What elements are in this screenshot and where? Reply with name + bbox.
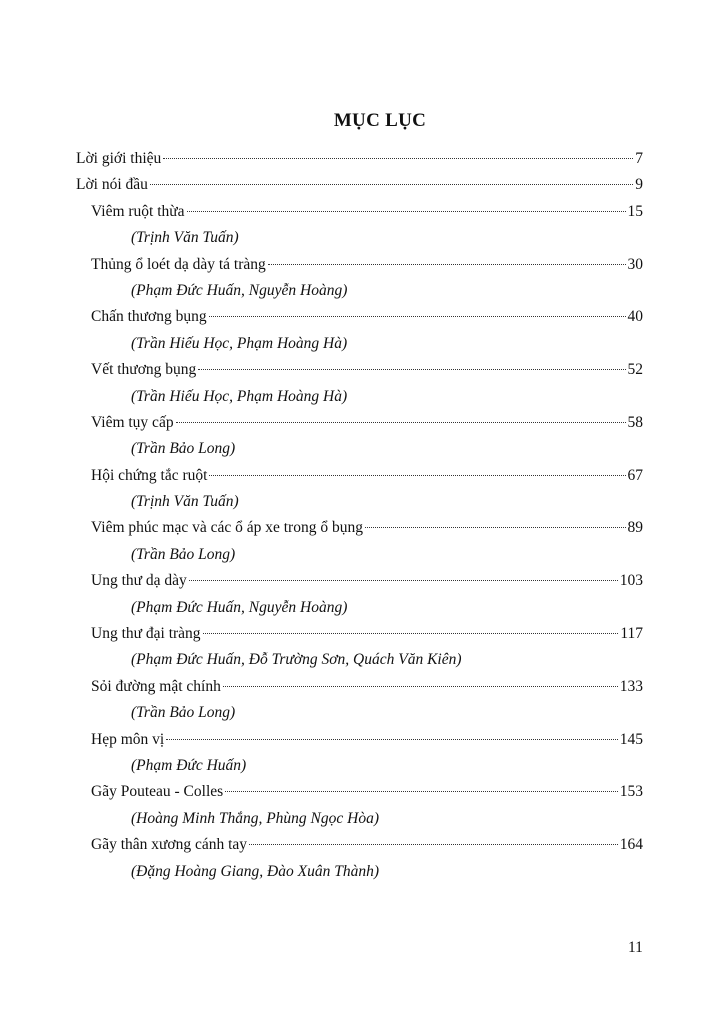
toc-entry-authors: (Phạm Đức Huấn, Đỗ Trường Sơn, Quách Văn Kiên) [131, 651, 462, 669]
table-of-contents [0, 146, 722, 885]
toc-entry-authors: (Trần Hiếu Học, Phạm Hoàng Hà) [131, 387, 348, 405]
toc-entry-page: 7 [635, 150, 643, 167]
toc-row [0, 489, 722, 515]
toc-entry-page: 30 [627, 255, 643, 273]
toc-row [0, 832, 722, 858]
toc-entry-loi-noi-dau[interactable] [76, 172, 643, 198]
toc-entry-authors: (Trần Bảo Long) [131, 704, 236, 722]
toc-row [0, 568, 722, 594]
toc-row [0, 436, 722, 462]
toc-entry-page: 145 [619, 730, 643, 748]
page-number: 11 [628, 939, 643, 956]
toc-row [0, 304, 722, 330]
toc-entry-label: Gãy thân xương cánh tay [91, 836, 248, 854]
dot-leader [166, 738, 618, 740]
toc-entry-label: Sỏi đường mật chính [91, 677, 221, 695]
toc-row [0, 674, 722, 700]
toc-row [0, 595, 722, 621]
toc-entry-label: Viêm phúc mạc và các ổ áp xe trong ổ bụng [91, 519, 363, 537]
toc-entry-authors: (Trần Bảo Long) [131, 545, 236, 563]
toc-entry-label: Ung thư đại tràng [91, 625, 201, 643]
dot-leader [163, 157, 633, 159]
toc-row [0, 357, 722, 383]
toc-entry-authors: (Phạm Đức Huấn) [131, 756, 247, 774]
toc-row [0, 199, 722, 225]
dot-leader [198, 368, 625, 370]
toc-entry-loi-gioi-thieu[interactable] [76, 146, 643, 172]
dot-leader [249, 843, 618, 845]
toc-row [0, 859, 722, 885]
toc-entry-authors: (Trần Hiếu Học, Phạm Hoàng Hà) [131, 334, 348, 352]
toc-entry-page: 40 [627, 308, 643, 326]
toc-row [0, 172, 722, 198]
toc-row [0, 647, 722, 673]
toc-entry-page: 89 [627, 519, 643, 537]
toc-entry-chapter[interactable] [91, 252, 643, 278]
toc-entry-label: Ung thư dạ dày [91, 572, 187, 590]
toc-entry-chapter[interactable] [91, 304, 643, 330]
dot-leader [150, 183, 633, 185]
toc-entry-authors: (Phạm Đức Huấn, Nguyễn Hoàng) [131, 281, 348, 299]
toc-row [0, 515, 722, 541]
dot-leader [189, 579, 618, 581]
toc-entry-authors: (Hoàng Minh Thắng, Phùng Ngọc Hòa) [131, 809, 379, 827]
toc-entry-authors: (Trịnh Văn Tuấn) [131, 229, 239, 247]
toc-row [0, 806, 722, 832]
toc-entry-page: 58 [627, 413, 643, 431]
toc-entry-page: 52 [627, 361, 643, 379]
toc-entry-chapter[interactable] [91, 410, 643, 436]
toc-entry-chapter[interactable] [91, 463, 643, 489]
toc-row [0, 331, 722, 357]
toc-entry-page: 133 [619, 677, 643, 695]
dot-leader [203, 632, 619, 634]
toc-entry-authors: (Đặng Hoàng Giang, Đào Xuân Thành) [131, 862, 379, 880]
toc-entry-label: Hội chứng tắc ruột [91, 466, 208, 484]
toc-entry-page: 15 [627, 202, 643, 220]
toc-row [0, 225, 722, 251]
toc-row [0, 410, 722, 436]
page-title: MỤC LỤC [333, 110, 427, 131]
dot-leader [223, 685, 618, 687]
toc-entry-chapter[interactable] [91, 515, 643, 541]
toc-entry-chapter[interactable] [91, 779, 643, 805]
toc-entry-chapter[interactable] [91, 199, 643, 225]
toc-row [0, 384, 722, 410]
dot-leader [225, 790, 618, 792]
toc-entry-label: Thủng ổ loét dạ dày tá tràng [91, 255, 266, 273]
toc-row [0, 621, 722, 647]
dot-leader [209, 315, 626, 317]
toc-entry-page: 103 [619, 572, 643, 590]
toc-entry-chapter[interactable] [91, 727, 643, 753]
toc-entry-authors: (Trịnh Văn Tuấn) [131, 493, 239, 511]
toc-row [0, 252, 722, 278]
toc-entry-label: Vết thương bụng [91, 361, 197, 379]
toc-entry-authors: (Trần Bảo Long) [131, 440, 236, 458]
toc-entry-label: Viêm tụy cấp [91, 413, 174, 431]
toc-row [0, 779, 722, 805]
toc-entry-label: Lời giới thiệu [76, 150, 162, 167]
toc-entry-chapter[interactable] [91, 357, 643, 383]
toc-row [0, 700, 722, 726]
toc-entry-page: 9 [635, 176, 643, 194]
toc-entry-page: 164 [619, 836, 643, 854]
toc-entry-chapter[interactable] [91, 621, 643, 647]
toc-entry-label: Viêm ruột thừa [91, 202, 185, 220]
toc-row [0, 727, 722, 753]
toc-entry-chapter[interactable] [91, 674, 643, 700]
toc-entry-label: Gãy Pouteau - Colles [91, 783, 224, 801]
toc-entry-label: Lời nói đầu [76, 176, 148, 194]
toc-row [0, 753, 722, 779]
dot-leader [268, 263, 626, 265]
toc-entry-page: 67 [627, 466, 643, 484]
dot-leader [365, 526, 626, 528]
toc-entry-label: Chấn thương bụng [91, 308, 207, 326]
toc-entry-page: 153 [619, 783, 643, 801]
toc-row [0, 542, 722, 568]
toc-entry-chapter[interactable] [91, 832, 643, 858]
dot-leader [209, 474, 625, 476]
toc-entry-authors: (Phạm Đức Huấn, Nguyễn Hoàng) [131, 598, 348, 616]
dot-leader [176, 421, 626, 423]
toc-entry-label: Hẹp môn vị [91, 730, 165, 748]
toc-entry-page: 117 [620, 625, 643, 643]
toc-entry-chapter[interactable] [91, 568, 643, 594]
toc-row [0, 146, 722, 172]
toc-row [0, 278, 722, 304]
dot-leader [187, 210, 626, 212]
toc-row [0, 463, 722, 489]
